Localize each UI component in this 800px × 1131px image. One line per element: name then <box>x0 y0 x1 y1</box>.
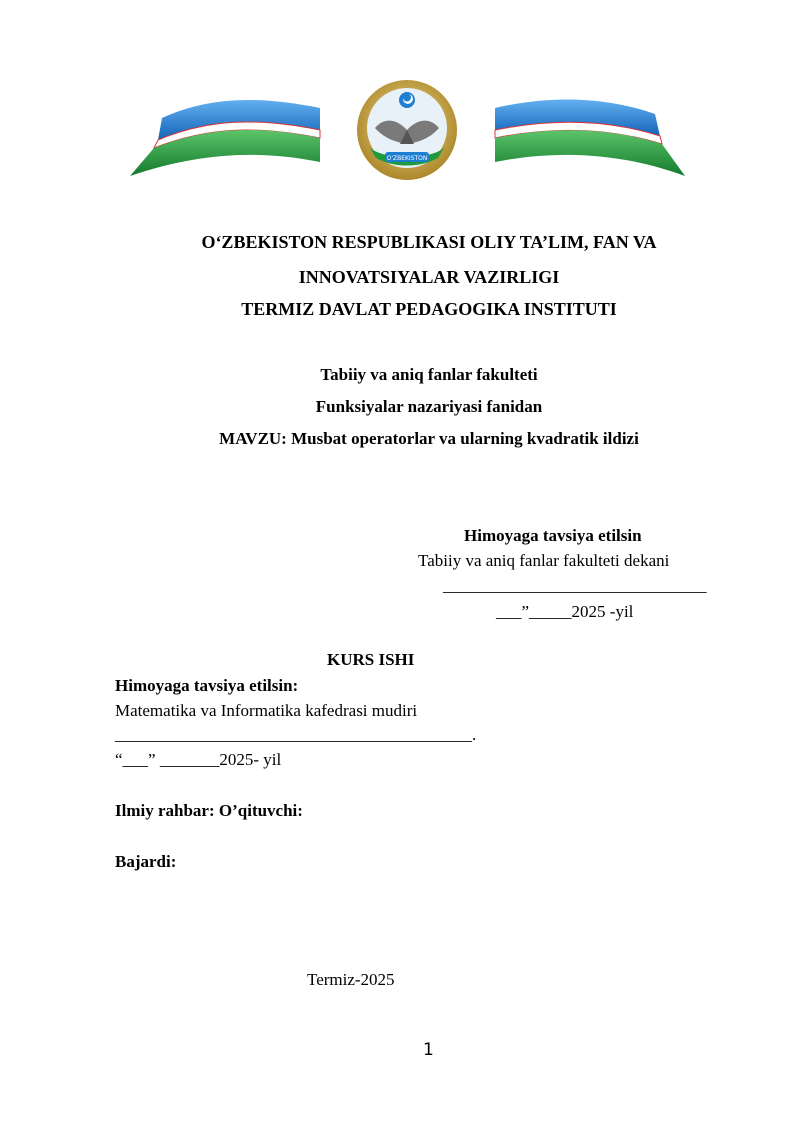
dean-role: Tabiiy va aniq fanlar fakulteti dekani <box>418 551 670 570</box>
topic-title: MAVZU: Musbat operatorlar va ularning kvadratik ildizi <box>219 429 639 448</box>
dept-approval-date: “___” _______2025- yil <box>115 750 282 769</box>
dept-signature-line: __________________________________________. <box>115 725 477 744</box>
ministry-line-1: O‘ZBEKISTON RESPUBLIKASI OLIY TA’LIM, FAN VA <box>201 232 657 252</box>
state-emblem-banner <box>130 78 685 180</box>
dean-signature-line: _______________________________ <box>443 576 707 595</box>
dean-approval-title: Himoyaga tavsiya etilsin <box>464 526 642 545</box>
svg-text:O'ZBEKISTON: O'ZBEKISTON <box>386 155 428 162</box>
place-year: Termiz-2025 <box>307 970 395 989</box>
flag-left <box>130 100 320 176</box>
dept-approval-title: Himoyaga tavsiya etilsin: <box>115 676 299 695</box>
faculty-name: Tabiiy va aniq fanlar fakulteti <box>320 365 538 384</box>
work-type: KURS ISHI <box>327 650 415 669</box>
institute-name: TERMIZ DAVLAT PEDAGOGIKA INSTITUTI <box>241 299 617 319</box>
supervisor-label: Ilmiy rahbar: O’qituvchi: <box>115 801 303 820</box>
course-name: Funksiyalar nazariyasi fanidan <box>315 397 543 416</box>
performer-label: Bajardi: <box>115 852 177 871</box>
flag-right <box>495 99 685 176</box>
dean-approval-date: ___”_____2025 -yil <box>496 602 634 621</box>
dept-role: Matematika va Informatika kafedrasi mudiri <box>115 701 418 720</box>
coat-of-arms-icon <box>357 80 457 180</box>
ministry-line-2: INNOVATSIYALAR VAZIRLIGI <box>298 267 560 287</box>
page-number: 1 <box>423 1040 434 1060</box>
